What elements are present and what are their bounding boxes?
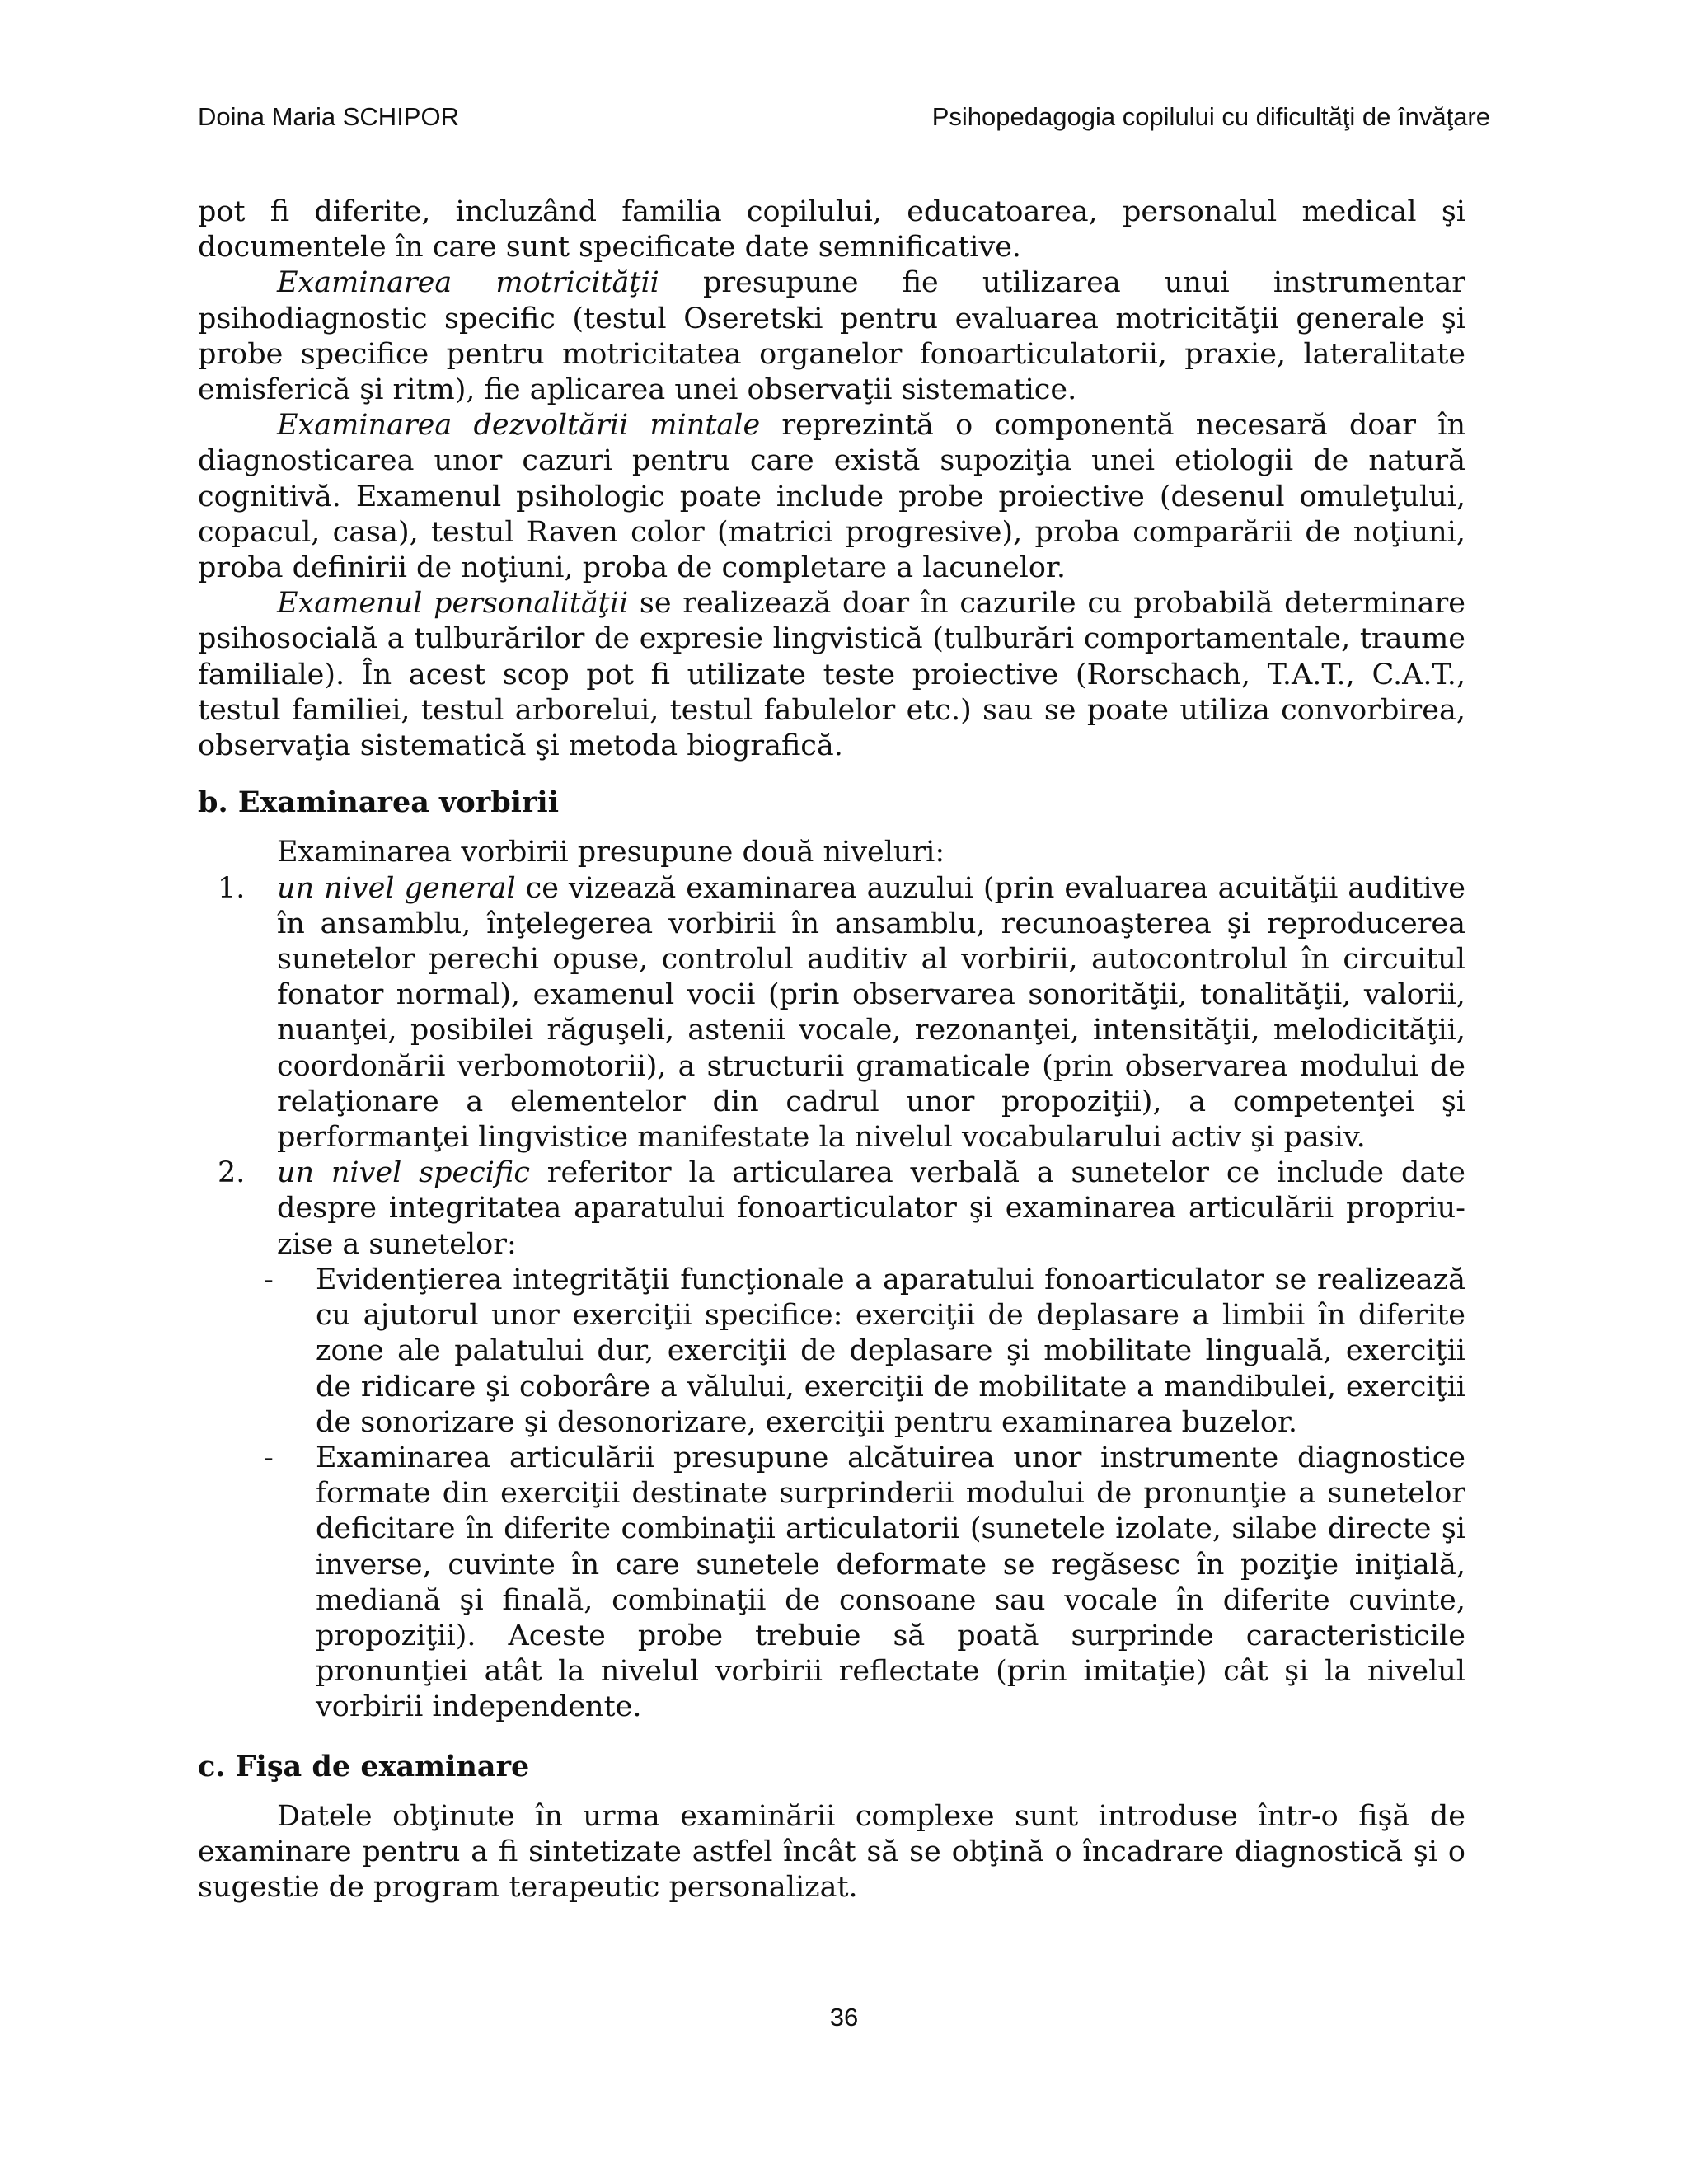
- section-heading-b: b. Examinarea vorbirii: [198, 785, 560, 820]
- section-heading-c: c. Fişa de examinare: [198, 1749, 530, 1783]
- list-item-term: un nivel general: [277, 871, 516, 905]
- paragraph-term: Examenul personalităţii: [277, 587, 629, 621]
- dash-list-item-text: Examinarea articulării presupune alcătuirea unor instrumente diagnostice formate din exerciţii destinate surprinderii modului de pronunţie a sunetelor deficitare în diferite combinaţii articulatorii (sunetele izolate, silabe directe şi inverse, cuvinte în care sunetele deformate se regăsesc în poziţie iniţială, mediană şi finală, combinaţii de consoane sau vocale în diferite cuvinte, propoziţii). Aceste probe trebuie să poată surprinde caracteristicile pronunţiei atât la nivelul vorbirii reflectate (prin imitaţie) cât şi la nivelul vorbirii independente.: [316, 1441, 1465, 1724]
- dash-marker: -: [264, 1263, 274, 1296]
- paragraph-mental-development: Examinarea dezvoltării mintale reprezintă o componentă necesară doar în diagnosticarea unor cazuri pentru care există supoziţia unei etiologii de natură cognitivă. Examenul psihologic poate include probe proiective (desenul omuleţului, copacul, casa), testul Raven color (matrici progresive), proba comparării de noţiuni, proba definirii de noţiuni, proba de completare a lacunelor.: [198, 409, 1465, 585]
- list-item: [198, 871, 1465, 1156]
- paragraph-continuation: pot fi diferite, incluzând familia copilului, educatoarea, personalul medical şi documentele în care sunt specificate date semnificative.: [198, 195, 1465, 265]
- dash-list-item: [198, 1441, 1465, 1726]
- section-b-intro: Examinarea vorbirii presupune două niveluri:: [277, 836, 945, 869]
- list-item-term: un nivel specific: [277, 1156, 530, 1190]
- page-number: 36: [829, 2003, 859, 2032]
- list-item-number: 1.: [218, 871, 246, 905]
- paragraph-term: Examinarea motricităţii: [277, 266, 659, 300]
- dash-marker: -: [264, 1441, 274, 1474]
- list-item-number: 2.: [218, 1156, 246, 1190]
- dash-list: [198, 1263, 1465, 1726]
- header-author: Doina Maria SCHIPOR: [198, 102, 459, 131]
- header-title: Psihopedagogia copilului cu dificultăţi de învăţare: [931, 102, 1490, 131]
- list-item: [198, 1155, 1465, 1725]
- section-c-text: Datele obţinute în urma examinării complexe sunt introduse într-o fişă de examinare pentru a fi sintetizate astfel încât să se obţină o încadrare diagnostică şi o sugestie de program terapeutic personalizat.: [198, 1799, 1465, 1905]
- page-body: [198, 194, 1465, 1905]
- numbered-list: [198, 871, 1465, 1726]
- dash-list-item-text: Evidenţierea integrităţii funcţionale a aparatului fonoarticulator se realizează cu ajutorul unor exerciţii specifice: exerciţii de deplasare a limbii în diferite zone ale palatului dur, exerciţii de deplasare şi mobilitate linguală, exerciţii de ridicare şi coborâre a vălului, exerciţii de mobilitate a mandibulei, exerciţii de sonorizare şi desonorizare, exerciţii pentru examinarea buzelor.: [316, 1263, 1465, 1439]
- paragraph-term: Examinarea dezvoltării mintale: [277, 409, 761, 443]
- paragraph-motricity: Examinarea motricităţii presupune fie utilizarea unui instrumentar psihodiagnostic specific (testul Oseretski pentru evaluarea motricităţii generale şi probe specifice pentru motricitatea organelor fonoarticulatorii, praxie, lateralitate emisferică şi ritm), fie aplicarea unei observaţii sistematice.: [198, 266, 1465, 407]
- list-item-text: referitor la articularea verbală a sunetelor ce include date despre integritatea aparatului fonoarticulator şi examinarea articulării propriu-zise a sunetelor:: [277, 1156, 1466, 1261]
- page-header: [198, 102, 1490, 135]
- dash-list-item: [198, 1263, 1465, 1441]
- paragraph-personality: Examenul personalităţii se realizează doar în cazurile cu probabilă determinare psihosocială a tulburărilor de expresie lingvistică (tulburări comportamentale, traume familiale). În acest scop pot fi utilizate teste proiective (Rorschach, T.A.T., C.A.T., testul familiei, testul arborelui, testul fabulelor etc.) sau se poate utiliza convorbirea, observaţia sistematică şi metoda biografică.: [198, 587, 1465, 763]
- list-item-text: ce vizează examinarea auzului (prin evaluarea acuităţii auditive în ansamblu, înţelegerea vorbirii în ansamblu, recunoaşterea şi reproducerea sunetelor perechi opuse, controlul auditiv al vorbirii, autocontrolul în circuitul fonator normal), examenul vocii (prin observarea sonorităţii, tonalităţii, valorii, nuanţei, posibilei răguşeli, astenii vocale, rezonanţei, intensităţii, melodicităţii, coordonării verbomotorii), a structurii gramaticale (prin observarea modului de relaţionare a elementelor din cadrul unor propoziţii), a competenţei şi performanţei lingvistice manifestate la nivelul vocabularului activ şi pasiv.: [277, 871, 1465, 1155]
